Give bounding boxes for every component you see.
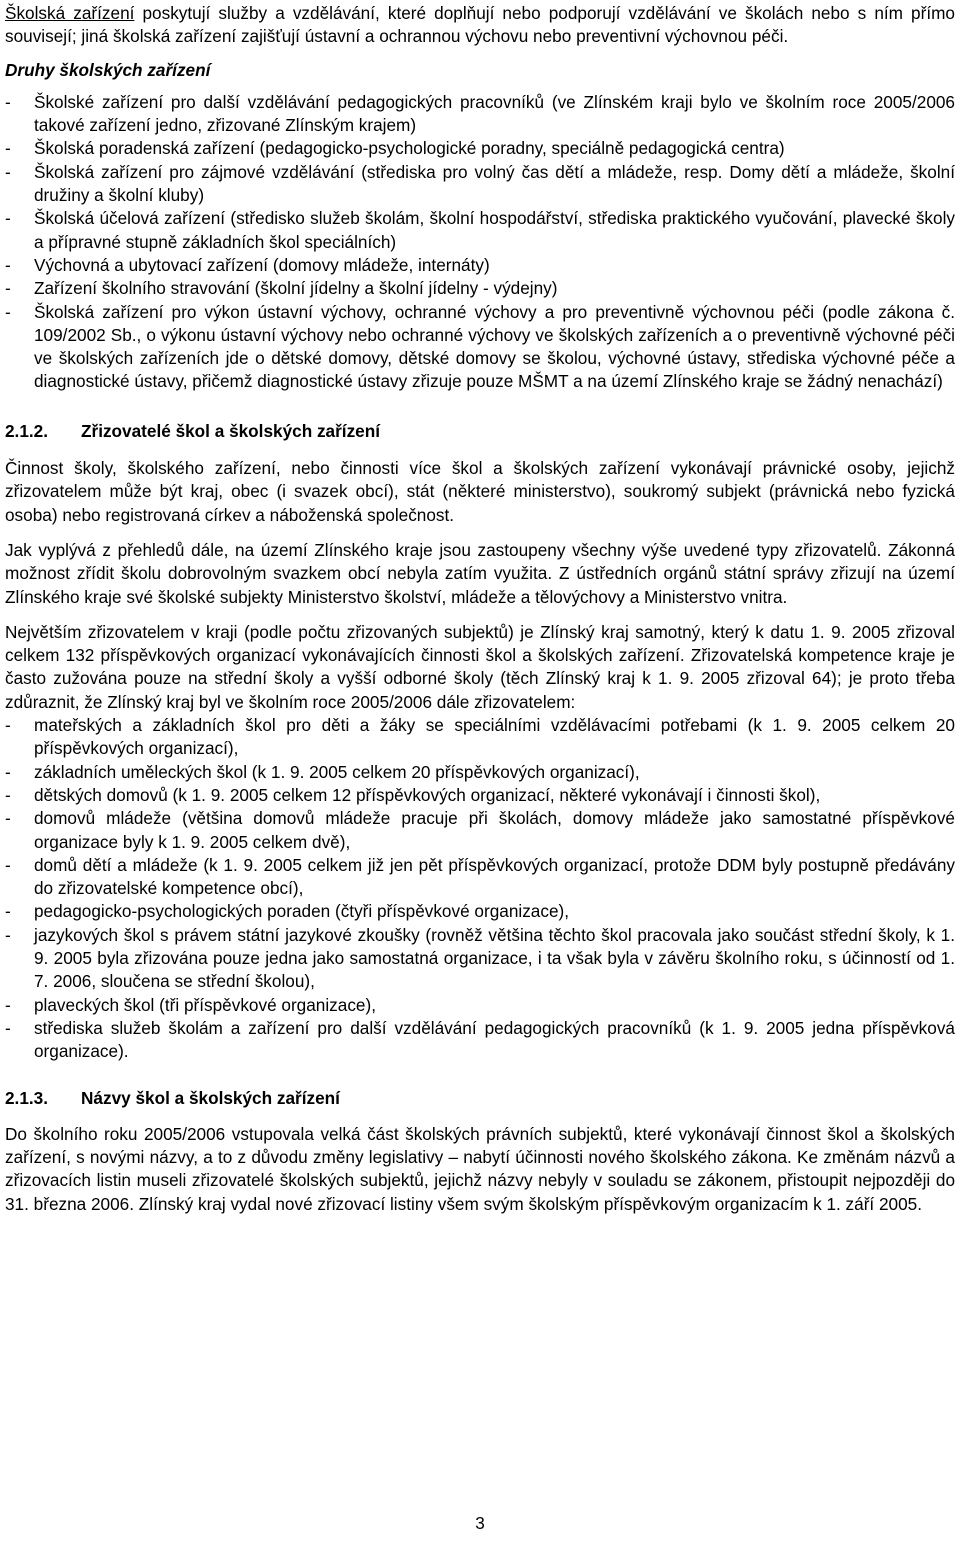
section-number: 2.1.3. <box>5 1088 49 1109</box>
page-number: 3 <box>475 1513 485 1533</box>
founder-list <box>5 714 955 1063</box>
section-212-paragraph-2: Jak vyplývá z přehledů dále, na území Zlínského kraje jsou zastoupeny všechny výše uvedené typy zřizovatelů. Zákonná možnost zřídit školu dobrovolným svazkem obcí nebyla zatím využita. Z ústředních orgánů státní správy zřizují na území Zlínského kraje své školské subjekty Ministerstvo školství, mládeže a tělovýchovy a Ministerstvo vnitra. <box>5 539 955 607</box>
section-heading-213 <box>5 1087 955 1110</box>
intro-term: Školská zařízení <box>5 3 135 23</box>
list-item: - Školská účelová zařízení (středisko služeb školám, školní hospodářství, střediska praktického vyučování, plavecké školy a přípravné stupně základních škol speciálních) <box>5 208 955 252</box>
types-list <box>5 91 955 394</box>
section-number: 2.1.2. <box>5 420 49 441</box>
list-item: - plaveckých škol (tři příspěvkové organizace), <box>5 994 376 1015</box>
list-item: - mateřských a základních škol pro děti a žáky se speciálními vzdělávacími potřebami (k 1. 9. 2005 celkem 20 příspěvkových organizací), <box>5 715 955 759</box>
list-item: - Výchovná a ubytovací zařízení (domovy mládeže, internáty) <box>5 254 490 275</box>
list-item: - základních uměleckých škol (k 1. 9. 2005 celkem 20 příspěvkových organizací), <box>5 761 640 782</box>
list-item: - Školská zařízení pro výkon ústavní výchovy, ochranné výchovy a pro preventivně výchovnou péči (podle zákona č. 109/2002 Sb., o výkonu ústavní výchovy nebo ochranné výchovy ve školských zařízeních a o preventivně výchovné péči ve školských zařízeních jde o dětské domovy, dětské domovy se školou, výchovné ústavy, střediska výchovné péče a diagnostické ústavy, přičemž diagnostické ústavy zřizuje pouze MŠMT a na území Zlínského kraje se žádný nenachází) <box>5 301 955 392</box>
section-213-paragraph-1: Do školního roku 2005/2006 vstupovala velká část školských právních subjektů, které vykonávají činnost škol a školských zařízení, s novými názvy, a to z důvodu změny legislativy – nabytí účinnosti nového školského zákona. Ke změnám názvů a zřizovacích listin museli zřizovatelé školských subjektů, jejichž názvy nebyly v souladu se zákonem, přistoupit nejpozději do 31. března 2006. Zlínský kraj vydal nové zřizovací listiny všem svým školským příspěvkovým organizacím k 1. září 2005. <box>5 1123 955 1214</box>
list-item: - Školská poradenská zařízení (pedagogicko-psychologické poradny, speciálně pedagogická centra) <box>5 138 785 159</box>
list-item: - Školská zařízení pro zájmové vzdělávání (střediska pro volný čas dětí a mládeže, resp. Domy dětí a mládeže, školní družiny a školní kluby) <box>5 161 955 206</box>
document-page <box>5 2 955 1216</box>
list-item: - domovů mládeže (většina domovů mládeže pracuje při školách, domovy mládeže jako samostatné příspěvkové organizace byly k 1. 9. 2005 celkem dvě), <box>5 808 955 852</box>
section-title: Názvy škol a školských zařízení <box>81 1088 340 1109</box>
intro-paragraph <box>5 2 955 49</box>
list-item: - dětských domovů (k 1. 9. 2005 celkem 12 příspěvkových organizací, některé vykonávají i činnosti škol), <box>5 784 821 805</box>
list-item: - střediska služeb školám a zařízení pro další vzdělávání pedagogických pracovníků (k 1. 9. 2005 jedna příspěvková organizace). <box>5 1017 955 1062</box>
section-212-paragraph-1: Činnost školy, školského zařízení, nebo činnosti více škol a školských zařízení vykonávají právnické osoby, jejichž zřizovatelem může být kraj, obec (i svazek obcí), stát (některé ministerstvo), soukromý subjekt (právnická nebo fyzická osoba) nebo registrovaná církev a náboženská společnost. <box>5 458 955 525</box>
list-item: - Zařízení školního stravování (školní jídelny a školní jídelny - výdejny) <box>5 278 558 299</box>
types-heading: Druhy školských zařízení <box>5 59 211 80</box>
section-heading-212 <box>5 420 955 443</box>
section-212-paragraph-3: Největším zřizovatelem v kraji (podle počtu zřizovaných subjektů) je Zlínský kraj samotný, který k datu 1. 9. 2005 zřizoval celkem 132 příspěvkových organizací vykonávajících činnosti škol a školských zařízení. Zřizovatelská kompetence kraje je často zužována pouze na střední školy a vyšší odborné školy (těch Zlínský kraj k 1. 9. 2005 zřizoval 64); je proto třeba zdůraznit, že Zlínský kraj byl ve školním roce 2005/2006 dále zřizovatelem: <box>5 621 955 712</box>
list-item: - domů dětí a mládeže (k 1. 9. 2005 celkem již jen pět příspěvkových organizací, protože DDM byly postupně předávány do zřizovatelské kompetence obcí), <box>5 854 955 899</box>
section-title: Zřizovatelé škol a školských zařízení <box>81 420 381 441</box>
list-item: - pedagogicko-psychologických poraden (čtyři příspěvkové organizace), <box>5 901 570 922</box>
list-item: - Školské zařízení pro další vzdělávání pedagogických pracovníků (ve Zlínském kraji bylo ve školním roce 2005/2006 takové zařízení jedno, zřizované Zlínským krajem) <box>5 91 955 136</box>
intro-text: poskytují služby a vzdělávání, které doplňují nebo podporují vzdělávání ve školách nebo s ním přímo souvisejí; jiná školská zařízení zajišťují ústavní a ochrannou výchovu nebo preventivní výchovnou péči. <box>5 3 955 47</box>
list-item: - jazykových škol s právem státní jazykové zkoušky (rovněž většina těchto škol pracovala jako součást střední školy, k 1. 9. 2005 byla zřizována pouze jedna jako samostatná organizace, i ta však byla v závěru školního roku, s účinností od 1. 7. 2006, sloučena se střední školou), <box>5 924 955 992</box>
